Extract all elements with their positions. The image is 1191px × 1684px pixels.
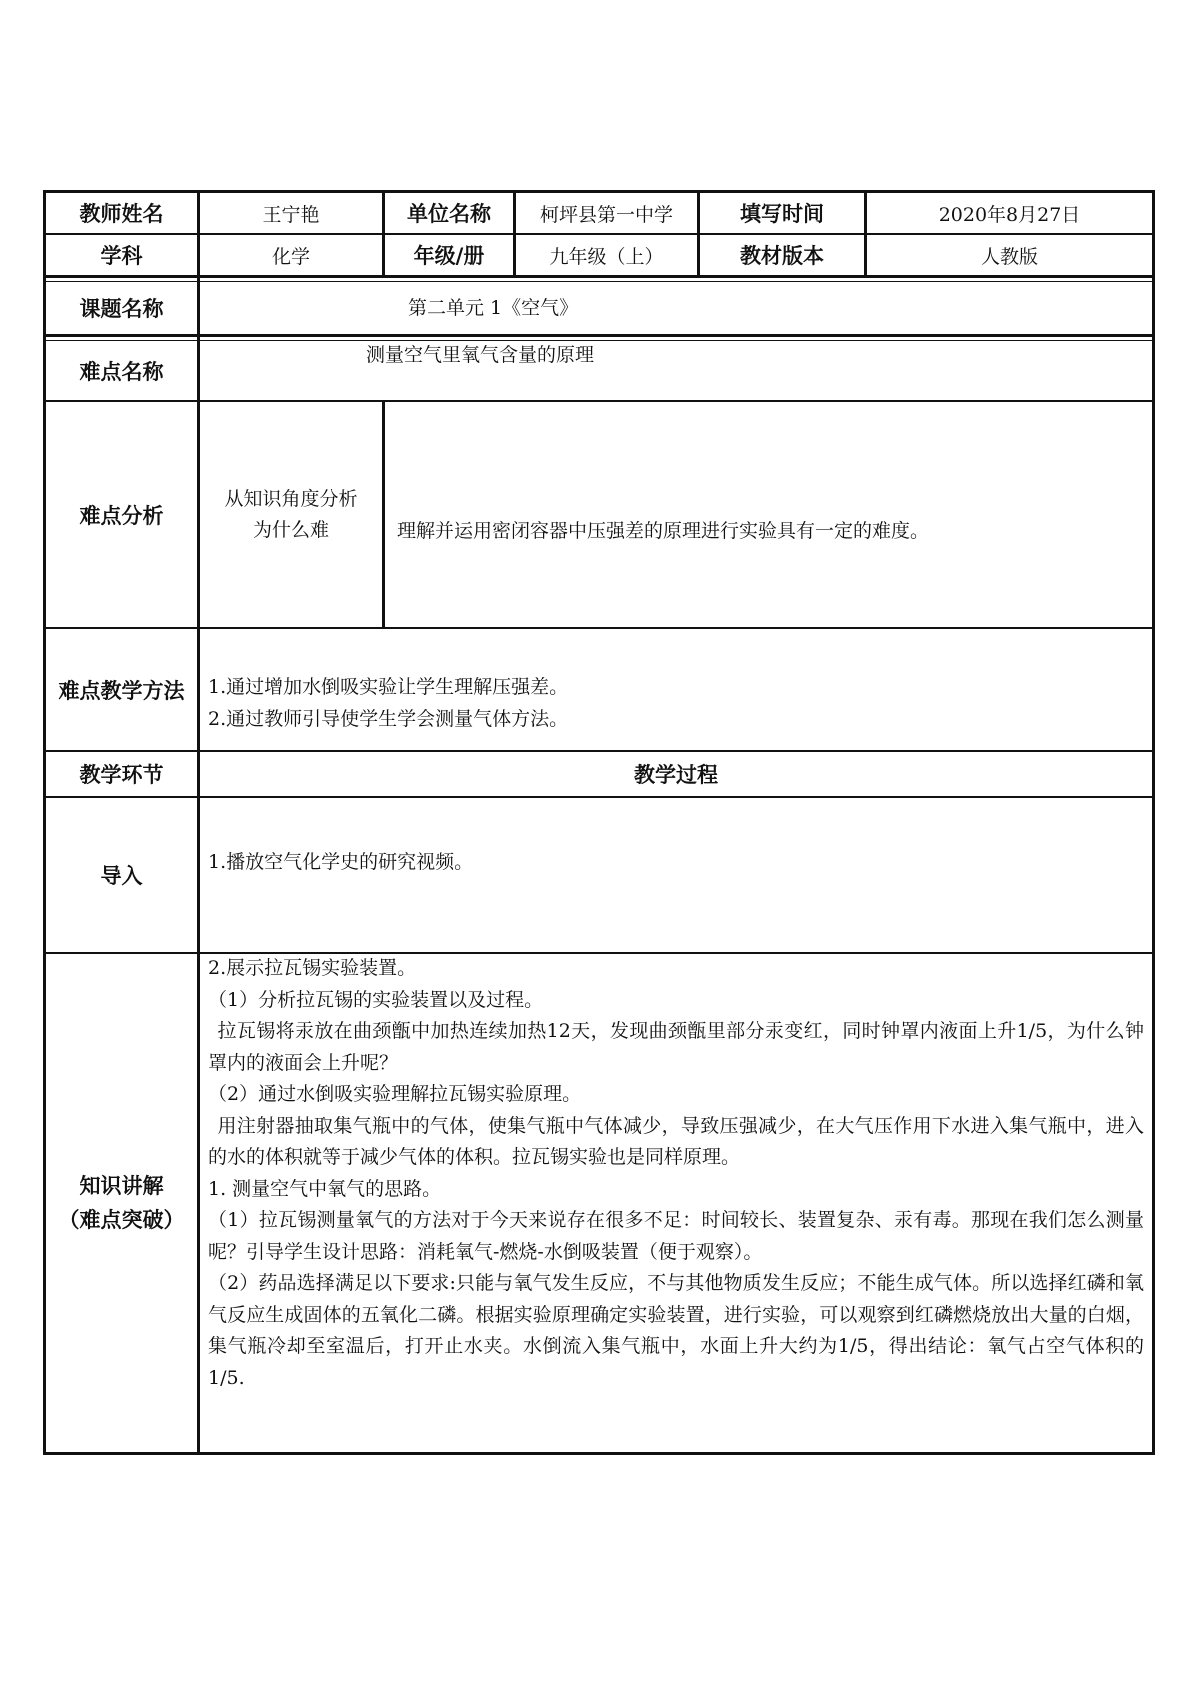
grade-value: 九年级（上） [549, 245, 664, 268]
intro-line-1: 1.播放空气化学史的研究视频。 [208, 851, 474, 873]
analysis-label: 难点分析 [79, 503, 164, 528]
knowledge-content [208, 953, 1144, 1394]
edition-label: 教材版本 [740, 244, 824, 268]
teacher-name-value: 王宁艳 [262, 203, 320, 226]
knowledge-paragraph-7: （1）拉瓦锡测量氧气的方法对于今天来说存在很多不足：时间较长、装置复杂、汞有毒。那现在我们怎么测量呢？引导学生设计思路：消耗氧气-燃烧-水倒吸装置（便于观察）。 [208, 1209, 1144, 1263]
topic-label: 课题名称 [79, 297, 164, 321]
fill-time-label: 填写时间 [740, 202, 824, 226]
knowledge-paragraph-4: （2）通过水倒吸实验理解拉瓦锡实验原理。 [208, 1083, 582, 1105]
knowledge-label-line2: （难点突破） [58, 1208, 185, 1232]
process-label: 教学过程 [634, 763, 718, 787]
difficulty-value: 测量空气里氧气含量的原理 [366, 344, 595, 366]
knowledge-paragraph-1: 2.展示拉瓦锡实验装置。 [208, 957, 417, 979]
method-content [208, 672, 1138, 735]
knowledge-paragraph-2: （1）分析拉瓦锡的实验装置以及过程。 [208, 988, 544, 1011]
knowledge-label-line1: 知识讲解 [79, 1174, 164, 1198]
knowledge-paragraph-6: 1. 测量空气中氧气的思路。 [208, 1177, 442, 1200]
method-label: 难点教学方法 [58, 678, 185, 703]
subject-value: 化学 [271, 245, 310, 268]
knowledge-paragraph-3: 拉瓦锡将汞放在曲颈甑中加热连续加热12天，发现曲颈甑里部分汞变红，同时钟罩内液面上升1/5，为什么钟罩内的液面会上升呢？ [208, 1020, 1144, 1074]
analysis-value: 理解并运用密闭容器中压强差的原理进行实验具有一定的难度。 [397, 520, 930, 542]
analysis-sub-label [200, 402, 382, 627]
analysis-sub-label-line1: 从知识角度分析 [224, 487, 358, 510]
method-line-2: 2.通过教师引导使学生学会测量气体方法。 [208, 707, 569, 730]
knowledge-paragraph-8: （2）药品选择满足以下要求:只能与氧气发生反应，不与其他物质发生反应；不能生成气体。所以选择红磷和氧气反应生成固体的五氧化二磷。根据实验原理确定实验装置，进行实验，可以观察到红磷燃烧放出大量的白烟，集气瓶冷却至室温后，打开止水夹。水倒流入集气瓶中，水面上升大约为1/5，得出结论：氧气占空气体积的1/5. [208, 1272, 1144, 1389]
process-step-label: 教学环节 [79, 763, 164, 787]
edition-value: 人教版 [980, 245, 1038, 268]
intro-label: 导入 [100, 864, 143, 888]
grade-label: 年级/册 [413, 244, 485, 268]
knowledge-label [46, 954, 197, 1452]
subject-label: 学科 [100, 244, 143, 268]
difficulty-label: 难点名称 [79, 359, 164, 384]
unit-name-label: 单位名称 [407, 202, 491, 226]
teacher-name-label: 教师姓名 [79, 202, 164, 226]
knowledge-paragraph-5: 用注射器抽取集气瓶中的气体，使集气瓶中气体减少，导致压强减少，在大气压作用下水进入集气瓶中，进入的水的体积就等于减少气体的体积。拉瓦锡实验也是同样原理。 [208, 1114, 1144, 1168]
topic-value: 第二单元 1《空气》 [408, 297, 579, 319]
unit-name-value: 柯坪县第一中学 [539, 203, 673, 226]
analysis-sub-label-line2: 为什么难 [252, 518, 329, 541]
method-line-1: 1.通过增加水倒吸实验让学生理解压强差。 [208, 676, 569, 698]
fill-time-value: 2020年8月27日 [938, 203, 1081, 226]
